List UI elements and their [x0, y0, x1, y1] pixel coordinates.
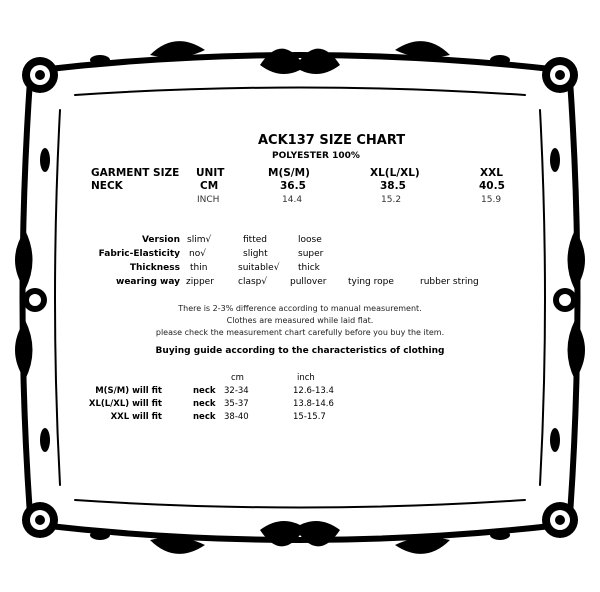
- version-option-slim: slim√: [187, 235, 212, 245]
- neck-inch-m: 14.4: [282, 195, 303, 205]
- version-option-loose: loose: [298, 235, 322, 245]
- guide-row-size: XXL will fit: [110, 412, 162, 422]
- wearing-option-clasp: clasp√: [238, 277, 268, 287]
- wearing-label: wearing way: [116, 277, 180, 287]
- header-m: M(S/M): [268, 167, 310, 179]
- version-option-fitted: fitted: [243, 235, 267, 245]
- guide-row-part: neck: [193, 399, 216, 409]
- header-garment-size: GARMENT SIZE: [91, 167, 180, 179]
- elasticity-option-super: super: [298, 249, 324, 259]
- guide-row-cm: 38-40: [224, 412, 249, 422]
- header-xl: XL(L/XL): [370, 167, 420, 179]
- unit-inch: INCH: [197, 195, 220, 205]
- neck-cm-m: 36.5: [280, 180, 306, 192]
- unit-cm: CM: [200, 180, 219, 192]
- guide-row-cm: 32-34: [224, 386, 249, 396]
- note-line-1: There is 2-3% difference according to manual measurement.: [178, 304, 422, 313]
- thickness-option-thick: thick: [298, 263, 320, 273]
- elasticity-option-slight: slight: [243, 249, 268, 259]
- guide-row-part: neck: [193, 412, 216, 422]
- neck-inch-xl: 15.2: [381, 195, 402, 205]
- neck-cm-xl: 38.5: [380, 180, 406, 192]
- guide-row-cm: 35-37: [224, 399, 249, 409]
- guide-row-part: neck: [193, 386, 216, 396]
- chart-subtitle: POLYESTER 100%: [272, 151, 360, 161]
- thickness-option-thin: thin: [190, 263, 208, 273]
- thickness-option-suitable: suitable√: [238, 263, 280, 273]
- elasticity-option-no: no√: [189, 249, 206, 259]
- guide-row-size: XL(L/XL) will fit: [88, 399, 162, 409]
- header-unit: UNIT: [196, 167, 225, 179]
- header-xxl: XXL: [480, 167, 503, 179]
- neck-inch-xxl: 15.9: [481, 195, 502, 205]
- wearing-option-pullover: pullover: [290, 277, 327, 287]
- guide-col-cm: cm: [231, 373, 244, 383]
- buying-guide-title: Buying guide according to the characteristics of clothing: [155, 346, 445, 356]
- thickness-label: Thickness: [129, 263, 180, 273]
- wearing-option-rubber-string: rubber string: [420, 277, 479, 287]
- wearing-option-zipper: zipper: [186, 277, 214, 287]
- neck-cm-xxl: 40.5: [479, 180, 505, 192]
- chart-title: ACK137 SIZE CHART: [258, 133, 406, 148]
- guide-col-inch: inch: [297, 373, 315, 383]
- wearing-option-tying-rope: tying rope: [348, 277, 394, 287]
- guide-row-inch: 12.6-13.4: [293, 386, 334, 396]
- guide-row-size: M(S/M) will fit: [95, 386, 162, 396]
- row-neck-label: NECK: [91, 180, 123, 192]
- guide-row-inch: 13.8-14.6: [293, 399, 334, 409]
- note-line-3: please check the measurement chart carefully before you buy the item.: [155, 328, 445, 337]
- guide-row-inch: 15-15.7: [293, 412, 326, 422]
- elasticity-label: Fabric-Elasticity: [98, 249, 180, 259]
- note-line-2: Clothes are measured while laid flat.: [226, 316, 374, 325]
- version-label: Version: [141, 235, 180, 245]
